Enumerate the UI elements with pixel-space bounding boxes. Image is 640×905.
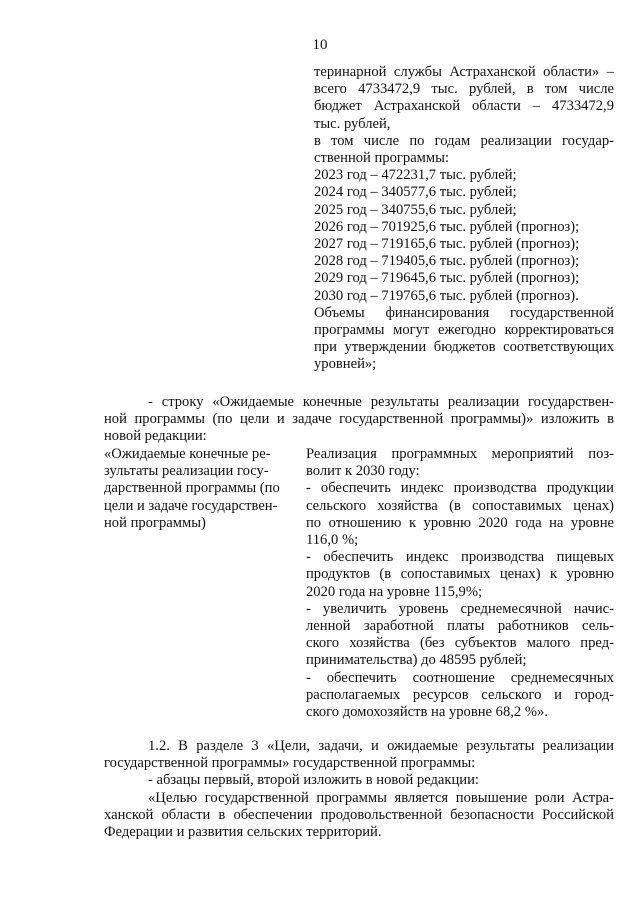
page-number: 10: [312, 37, 328, 53]
year-funding-line: 2030 год – 719765,6 тыс. рублей (прогноз).: [314, 287, 579, 304]
results-row-value: [306, 446, 614, 721]
text-line: «Ожидаемые конечные ре-: [104, 446, 271, 462]
year-funding-line: 2026 год – 701925,6 тыс. рублей (прогноз);: [314, 218, 580, 235]
text-line: всего 4733472,9 тыс. рублей, в том числе: [314, 81, 614, 98]
text-line: - обеспечить соотношение среднемесячных: [306, 669, 614, 686]
year-funding-line: 2029 год – 719645,6 тыс. рублей (прогноз);: [314, 270, 580, 287]
text-line: 1.2. В разделе 3 «Цели, задачи, и ожидаемые результаты реализации: [148, 738, 614, 754]
text-line: Реализация программных мероприятий поз-: [306, 446, 614, 462]
financing-block: [314, 64, 614, 374]
year-funding-line: 2028 год – 719405,6 тыс. рублей (прогноз);: [314, 253, 580, 270]
text-line: Федерации и развития сельских территорий.: [104, 824, 382, 841]
text-line: цели и задаче государствен-: [104, 497, 278, 514]
year-funding-line: 2024 год – 340577,6 тыс. рублей;: [314, 184, 517, 201]
year-funding-line: 2025 год – 340755,6 тыс. рублей;: [314, 201, 517, 218]
section-1-2: [104, 738, 614, 841]
text-line: новой редакции:: [104, 428, 207, 445]
text-line: - абзацы первый, второй изложить в новой редакции:: [148, 772, 479, 789]
text-line: уровней»;: [314, 356, 377, 373]
text-line: государственной программы» государственной программы:: [104, 755, 476, 772]
text-line: - увеличить уровень среднемесячной начис-: [306, 600, 614, 617]
text-line: при утверждении бюджетов соответствующих: [314, 339, 614, 356]
year-funding-line: 2027 год – 719165,6 тыс. рублей (прогноз);: [314, 236, 580, 253]
text-line: ленной заработной платы работников сель-: [306, 618, 614, 635]
text-line: «Целью государственной программы является повышение роли Астра-: [148, 789, 614, 806]
text-line: волит к 2030 году:: [306, 463, 420, 480]
text-line: ского хозяйства (без субъектов малого пред-: [306, 635, 614, 652]
text-line: теринарной службы Астраханской области» –: [314, 64, 614, 80]
text-line: ной программы (по цели и задаче государственной программы)» изложить в: [104, 411, 614, 428]
text-line: ханской области в обеспечении продовольственной безопасности Российской: [104, 806, 614, 823]
text-line: ственной программы:: [314, 150, 450, 167]
text-line: бюджет Астраханской области – 4733472,9: [314, 98, 614, 115]
text-line: - строку «Ожидаемые конечные результаты реализации государствен-: [148, 394, 614, 410]
text-line: располагаемых ресурсов сельского и город-: [306, 686, 614, 703]
text-line: дарственной программы (по: [104, 480, 280, 497]
text-line: 116,0 %;: [306, 532, 359, 549]
text-line: - обеспечить индекс производства пищевых: [306, 549, 614, 566]
text-line: тыс. рублей,: [314, 115, 391, 132]
year-funding-line: 2023 год – 472231,7 тыс. рублей;: [314, 167, 517, 184]
amend-instruction: [104, 394, 614, 446]
results-row-label: [104, 446, 296, 532]
text-line: принимательства) до 48595 рублей;: [306, 652, 527, 669]
text-line: ной программы): [104, 514, 206, 531]
text-line: Объемы финансирования государственной: [314, 304, 614, 321]
text-line: 2020 года на уровне 115,9%;: [306, 583, 483, 600]
text-line: по отношению к уровню 2020 года на уровне: [306, 514, 614, 531]
text-line: зультаты реализации госу-: [104, 463, 269, 480]
text-line: сельского хозяйства (в сопоставимых ценах): [306, 497, 614, 514]
text-line: ского домохозяйств на уровне 68,2 %».: [306, 704, 548, 721]
text-line: продуктов (в сопоставимых ценах) к уровню: [306, 566, 614, 583]
text-line: в том числе по годам реализации государ-: [314, 132, 614, 149]
text-line: программы могут ежегодно корректироваться: [314, 322, 614, 339]
text-line: - обеспечить индекс производства продукции: [306, 480, 614, 497]
